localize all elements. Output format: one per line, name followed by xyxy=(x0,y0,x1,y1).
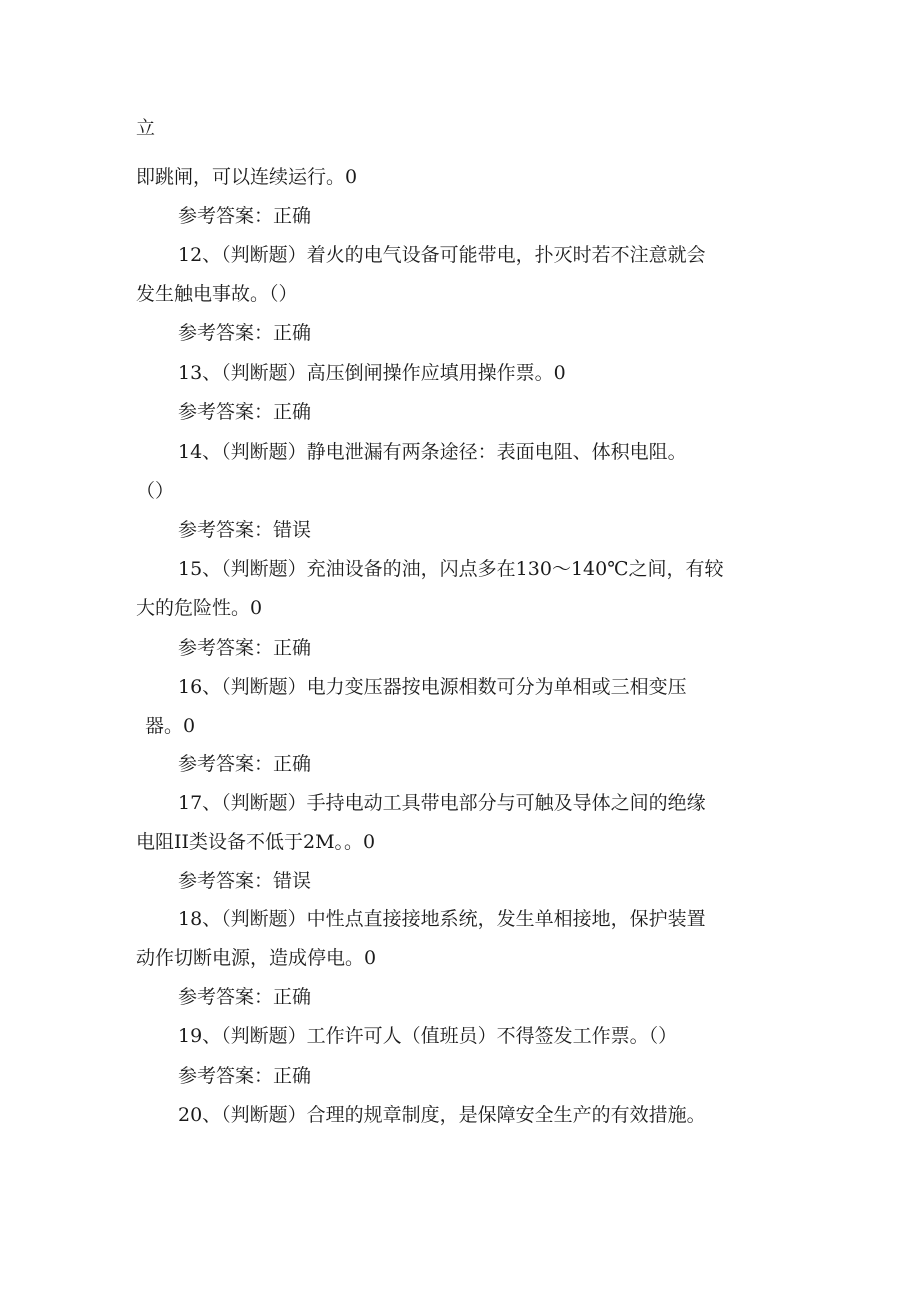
text-line: 电阻II类设备不低于2M。。0 xyxy=(136,831,376,853)
question-line: 16、（判断题）电力变压器按电源相数可分为单相或三相变压 xyxy=(178,676,687,698)
text-line: （） xyxy=(136,480,175,502)
answer-line: 参考答案：正确 xyxy=(178,401,312,423)
answer-line: 参考答案：正确 xyxy=(178,1065,312,1087)
question-line: 20、（判断题）合理的规章制度，是保障安全生产的有效措施。 xyxy=(178,1104,706,1126)
answer-line: 参考答案：正确 xyxy=(178,986,312,1008)
text-line: 器。0 xyxy=(145,715,196,737)
text-line: 立 xyxy=(136,117,156,139)
answer-line: 参考答案：正确 xyxy=(178,637,312,659)
answer-line: 参考答案：正确 xyxy=(178,205,312,227)
text-line: 大的危险性。0 xyxy=(136,597,263,619)
text-line: 发生触电事故。（） xyxy=(136,283,298,305)
question-line: 14、（判断题）静电泄漏有两条途径：表面电阻、体积电阻。 xyxy=(178,441,687,463)
answer-line: 参考答案：错误 xyxy=(178,870,312,892)
text-line: 动作切断电源，造成停电。0 xyxy=(136,947,377,969)
answer-line: 参考答案：正确 xyxy=(178,753,312,775)
question-line: 19、（判断题）工作许可人（值班员）不得签发工作票。（） xyxy=(178,1025,678,1047)
text-line: 即跳闸，可以连续运行。0 xyxy=(136,166,358,188)
question-line: 13、（判断题）高压倒闸操作应填用操作票。0 xyxy=(178,362,566,384)
answer-line: 参考答案：错误 xyxy=(178,519,312,541)
question-line: 18、（判断题）中性点直接接地系统，发生单相接地，保护装置 xyxy=(178,908,706,930)
question-line: 15、（判断题）充油设备的油，闪点多在130～140℃之间，有较 xyxy=(178,558,724,580)
question-line: 17、（判断题）手持电动工具带电部分与可触及导体之间的绝缘 xyxy=(178,792,706,814)
question-line: 12、（判断题）着火的电气设备可能带电，扑灭时若不注意就会 xyxy=(178,244,706,266)
answer-line: 参考答案：正确 xyxy=(178,322,312,344)
